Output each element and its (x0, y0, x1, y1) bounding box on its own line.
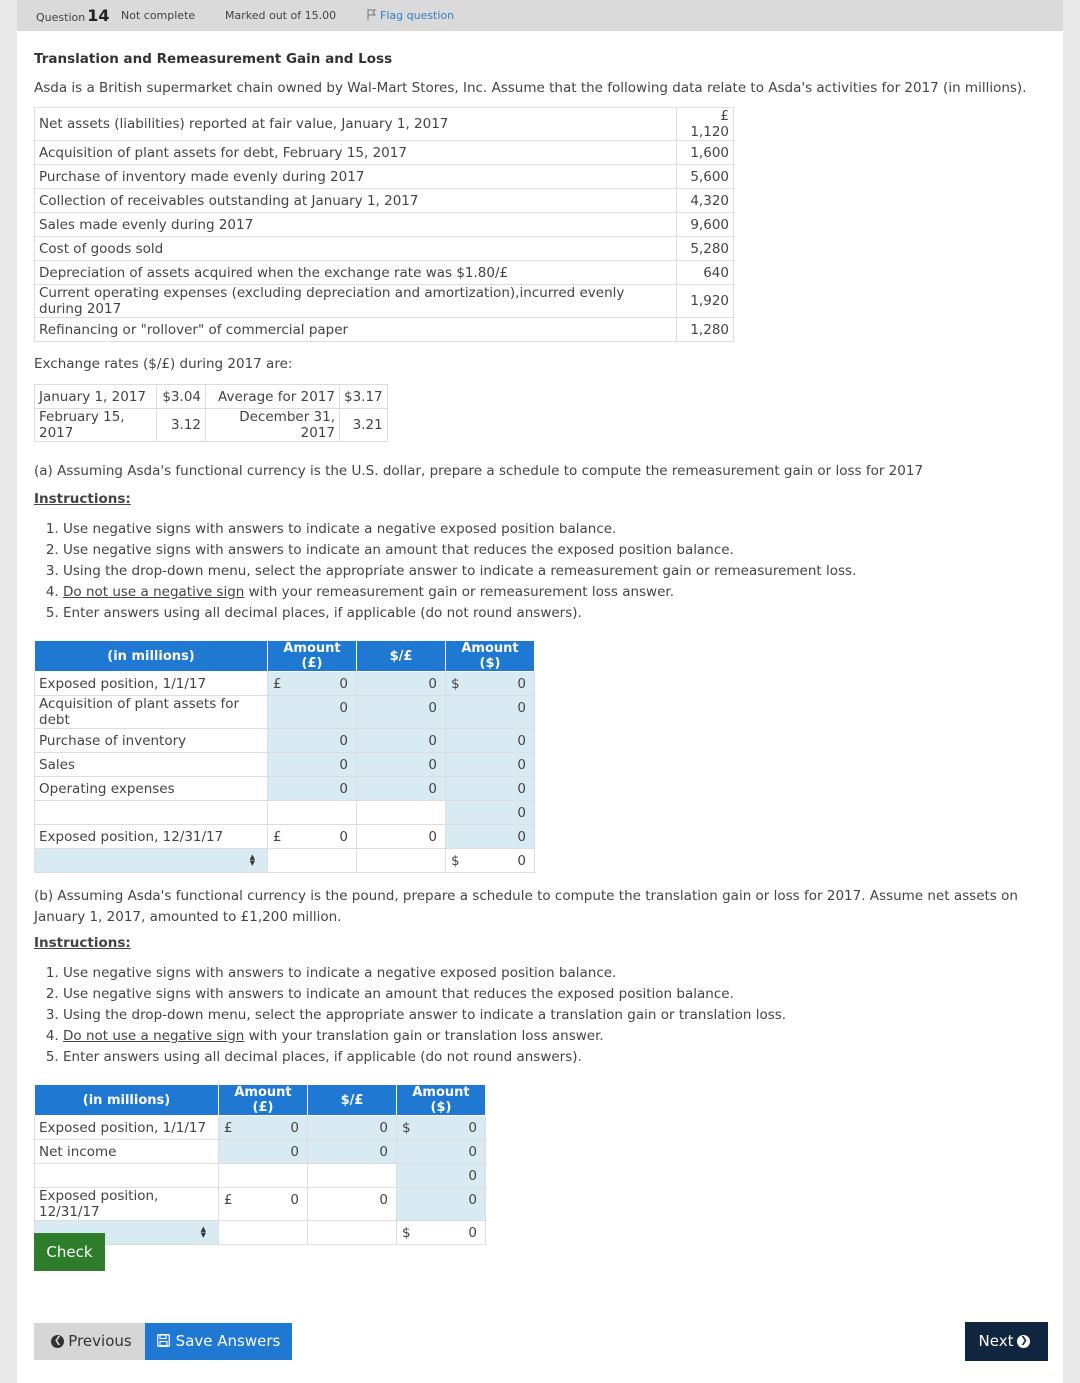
row-label: Exposed position, 12/31/17 (35, 1188, 219, 1221)
currency-symbol: $ (402, 1225, 411, 1241)
data-row-label: Collection of receivables outstanding at January 1, 2017 (35, 189, 677, 213)
rate-value (357, 825, 446, 849)
question-marks: Marked out of 15.00 (225, 9, 337, 22)
currency-symbol: $ (451, 853, 460, 869)
data-row-value: 640 (677, 261, 734, 285)
data-row-label: Cost of goods sold (35, 237, 677, 261)
part-b-instructions-label: Instructions: (34, 935, 131, 951)
data-row-value: 1,920 (677, 285, 734, 318)
amount-pound-input[interactable] (268, 696, 357, 729)
rate-input[interactable] (357, 696, 446, 729)
part-a-question: (a) Assuming Asda's functional currency is the U.S. dollar, prepare a schedule to compute the remeasurement gain or loss for 2017 (34, 463, 924, 479)
rate-date: Average for 2017 (206, 385, 340, 409)
rate-input[interactable] (357, 729, 446, 753)
row-label: Net income (35, 1140, 219, 1164)
data-row-value: 1,280 (677, 318, 734, 342)
data-row (35, 213, 734, 237)
row-label: Purchase of inventory (35, 729, 268, 753)
blank-cell (35, 801, 268, 825)
part-a-instructions (17, 519, 856, 624)
column-header: Amount ($) (397, 1085, 486, 1116)
amount-pound-value (268, 825, 357, 849)
input-value: 0 (339, 757, 348, 773)
rate-input[interactable] (357, 777, 446, 801)
schedule-row (35, 1116, 486, 1140)
row-label: Sales (35, 753, 268, 777)
part-a-schedule (34, 640, 535, 873)
column-header: Amount (£) (268, 641, 357, 672)
row-label: Acquisition of plant assets for debt (35, 696, 268, 729)
data-row-value: 5,600 (677, 165, 734, 189)
up-down-arrows-icon: ▲ ▼ (249, 852, 255, 867)
amount-dollar-input[interactable] (446, 672, 535, 696)
currency-symbol: $ (451, 676, 460, 692)
schedule-row (35, 1140, 486, 1164)
blank-cell (268, 801, 357, 825)
amount-pound-input[interactable] (268, 729, 357, 753)
input-value: 0 (468, 1168, 477, 1184)
currency-symbol: $ (402, 1120, 411, 1136)
data-row-label: Purchase of inventory made evenly during 2017 (35, 165, 677, 189)
gain-loss-row (35, 849, 535, 873)
schedule-row (35, 696, 535, 729)
data-row (35, 108, 734, 141)
rate-value: $3.17 (340, 385, 388, 409)
data-row (35, 261, 734, 285)
previous-button[interactable]: ❮ Previous (34, 1323, 145, 1360)
amount-dollar-input[interactable] (397, 1164, 486, 1188)
data-row-value: £ 1,120 (677, 108, 734, 141)
column-header: $/£ (308, 1085, 397, 1116)
rate-date: January 1, 2017 (35, 385, 157, 409)
input-value: 0 (517, 829, 526, 845)
rate-input[interactable] (308, 1140, 397, 1164)
rate-value: 3.21 (340, 409, 388, 442)
row-label: Exposed position, 1/1/17 (35, 1116, 219, 1140)
blank-cell (219, 1221, 308, 1245)
question-content (17, 31, 1063, 1383)
exchange-rates-label: Exchange rates ($/£) during 2017 are: (34, 356, 293, 372)
instruction-item: 2. Use negative signs with answers to indicate an amount that reduces the exposed position balance. (63, 540, 856, 561)
rate-value (308, 1188, 397, 1221)
input-value: 0 (428, 733, 437, 749)
blank-cell (308, 1164, 397, 1188)
input-value: 0 (379, 1144, 388, 1160)
column-header: (in millions) (35, 641, 268, 672)
data-row-value: 9,600 (677, 213, 734, 237)
chevron-right-circle-icon: ❯ (1017, 1335, 1030, 1348)
rate-value: 3.12 (157, 409, 206, 442)
instruction-item: 3. Using the drop-down menu, select the appropriate answer to indicate a translation gain or translation loss. (63, 1005, 786, 1026)
input-value: 0 (428, 676, 437, 692)
data-row-label: Current operating expenses (excluding depreciation and amortization),incurred evenly during 2017 (35, 285, 677, 318)
row-label: Operating expenses (35, 777, 268, 801)
blank-cell (308, 1221, 397, 1245)
flag-question-link[interactable] (367, 9, 454, 22)
currency-symbol: £ (224, 1120, 233, 1136)
data-row (35, 237, 734, 261)
part-a-instructions-label: Instructions: (34, 491, 131, 507)
schedule-row (35, 672, 535, 696)
computed-value: 0 (517, 853, 526, 869)
currency-symbol: £ (273, 676, 282, 692)
input-value: 0 (468, 1144, 477, 1160)
gain-loss-dollar-value (446, 849, 535, 873)
flag-question-label: Flag question (380, 9, 455, 22)
part-b-question: (b) Assuming Asda's functional currency is the pound, prepare a schedule to compute the translation gain or loss for 2017. Assume net assets on January 1, 2017, amounted to £1,200 million. (34, 888, 1018, 925)
blank-cell (357, 801, 446, 825)
data-row (35, 285, 734, 318)
amount-pound-input[interactable] (268, 672, 357, 696)
chevron-left-circle-icon: ❮ (51, 1335, 64, 1348)
rate-row (35, 385, 388, 409)
currency-symbol: £ (273, 829, 282, 845)
amount-pound-input[interactable] (219, 1116, 308, 1140)
schedule-row (35, 777, 535, 801)
instruction-item: 5. Enter answers using all decimal places, if applicable (do not round answers). (63, 603, 856, 624)
input-value: 0 (517, 781, 526, 797)
rate-input[interactable] (357, 753, 446, 777)
amount-dollar-input[interactable] (397, 1116, 486, 1140)
data-row (35, 318, 734, 342)
floppy-disk-icon (157, 1334, 170, 1347)
amount-pound-input[interactable] (268, 753, 357, 777)
data-row-label: Sales made evenly during 2017 (35, 213, 677, 237)
rate-date: December 31, 2017 (206, 409, 340, 442)
flag-icon (367, 9, 377, 20)
data-row-value: 5,280 (677, 237, 734, 261)
column-header: (in millions) (35, 1085, 219, 1116)
input-value: 0 (517, 757, 526, 773)
amount-pound-input[interactable] (219, 1140, 308, 1164)
input-value: 0 (379, 1120, 388, 1136)
input-value: 0 (339, 700, 348, 716)
given-data-table (34, 107, 734, 342)
blank-cell (268, 849, 357, 873)
check-button[interactable]: Check (34, 1233, 105, 1271)
amount-dollar-input[interactable] (446, 753, 535, 777)
gain-loss-dollar-value (397, 1221, 486, 1245)
instruction-item: 2. Use negative signs with answers to indicate an amount that reduces the exposed position balance. (63, 984, 786, 1005)
rate-input[interactable] (357, 672, 446, 696)
part-b-schedule (34, 1084, 486, 1245)
exchange-rates-table (34, 384, 388, 442)
input-value: 0 (339, 781, 348, 797)
rate-value: $3.04 (157, 385, 206, 409)
save-answers-button[interactable]: Save Answers (145, 1323, 292, 1360)
instruction-item: 4. Do not use a negative sign with your remeasurement gain or remeasurement loss answer. (63, 582, 856, 603)
schedule-row (35, 1188, 486, 1221)
input-value: 0 (339, 676, 348, 692)
computed-value: 0 (290, 1192, 299, 1208)
input-value: 0 (428, 757, 437, 773)
input-value: 0 (517, 700, 526, 716)
instruction-item: 1. Use negative signs with answers to indicate a negative exposed position balance. (63, 963, 786, 984)
input-value: 0 (468, 1192, 477, 1208)
blank-cell (35, 1164, 219, 1188)
question-status: Not complete (121, 9, 196, 22)
instruction-item: 5. Enter answers using all decimal places, if applicable (do not round answers). (63, 1047, 786, 1068)
rate-input[interactable] (308, 1116, 397, 1140)
row-label: Exposed position, 12/31/17 (35, 825, 268, 849)
amount-pound-value (219, 1188, 308, 1221)
question-number: Question 14 (36, 6, 110, 25)
blank-cell (219, 1164, 308, 1188)
amount-dollar-input[interactable] (446, 801, 535, 825)
column-header: Amount (£) (219, 1085, 308, 1116)
row-label: Exposed position, 1/1/17 (35, 672, 268, 696)
gain-loss-select[interactable] (35, 849, 268, 873)
input-value: 0 (468, 1120, 477, 1136)
instruction-item: 1. Use negative signs with answers to indicate a negative exposed position balance. (63, 519, 856, 540)
data-row-label: Refinancing or "rollover" of commercial paper (35, 318, 677, 342)
data-row-label: Acquisition of plant assets for debt, February 15, 2017 (35, 141, 677, 165)
data-row-label: Net assets (liabilities) reported at fair value, January 1, 2017 (35, 108, 677, 141)
amount-dollar-input[interactable] (446, 825, 535, 849)
amount-dollar-input[interactable] (397, 1188, 486, 1221)
amount-dollar-input[interactable] (397, 1140, 486, 1164)
schedule-row (35, 1164, 486, 1188)
amount-dollar-input[interactable] (446, 777, 535, 801)
data-row-value: 1,600 (677, 141, 734, 165)
question-intro: Asda is a British supermarket chain owned by Wal-Mart Stores, Inc. Assume that the following data relate to Asda's activities for 2017 (in millions). (34, 80, 1027, 96)
column-header: Amount ($) (446, 641, 535, 672)
data-row-label: Depreciation of assets acquired when the exchange rate was $1.80/£ (35, 261, 677, 285)
question-info-bar (17, 0, 1063, 31)
input-value: 0 (517, 733, 526, 749)
computed-value: 0 (379, 1192, 388, 1208)
input-value: 0 (290, 1144, 299, 1160)
schedule-row (35, 753, 535, 777)
input-value: 0 (428, 700, 437, 716)
input-value: 0 (339, 733, 348, 749)
amount-pound-input[interactable] (268, 777, 357, 801)
next-button[interactable]: Next ❯ (965, 1322, 1048, 1361)
computed-value: 0 (468, 1225, 477, 1241)
data-row (35, 165, 734, 189)
part-b-instructions (17, 963, 786, 1068)
question-title: Translation and Remeasurement Gain and Loss (34, 51, 393, 67)
data-row-value: 4,320 (677, 189, 734, 213)
column-header: $/£ (357, 641, 446, 672)
input-value: 0 (290, 1120, 299, 1136)
input-value: 0 (517, 676, 526, 692)
schedule-row (35, 729, 535, 753)
instruction-item: 3. Using the drop-down menu, select the appropriate answer to indicate a remeasurement gain or remeasurement loss. (63, 561, 856, 582)
input-value: 0 (428, 781, 437, 797)
schedule-row (35, 801, 535, 825)
instruction-item: 4. Do not use a negative sign with your translation gain or translation loss answer. (63, 1026, 786, 1047)
rate-date: February 15, 2017 (35, 409, 157, 442)
amount-dollar-input[interactable] (446, 696, 535, 729)
amount-dollar-input[interactable] (446, 729, 535, 753)
up-down-arrows-icon: ▲ ▼ (200, 1224, 206, 1239)
currency-symbol: £ (224, 1192, 233, 1208)
input-value: 0 (517, 805, 526, 821)
rate-row (35, 409, 388, 442)
data-row (35, 141, 734, 165)
blank-cell (357, 849, 446, 873)
data-row (35, 189, 734, 213)
schedule-row (35, 825, 535, 849)
computed-value: 0 (428, 829, 437, 845)
computed-value: 0 (339, 829, 348, 845)
